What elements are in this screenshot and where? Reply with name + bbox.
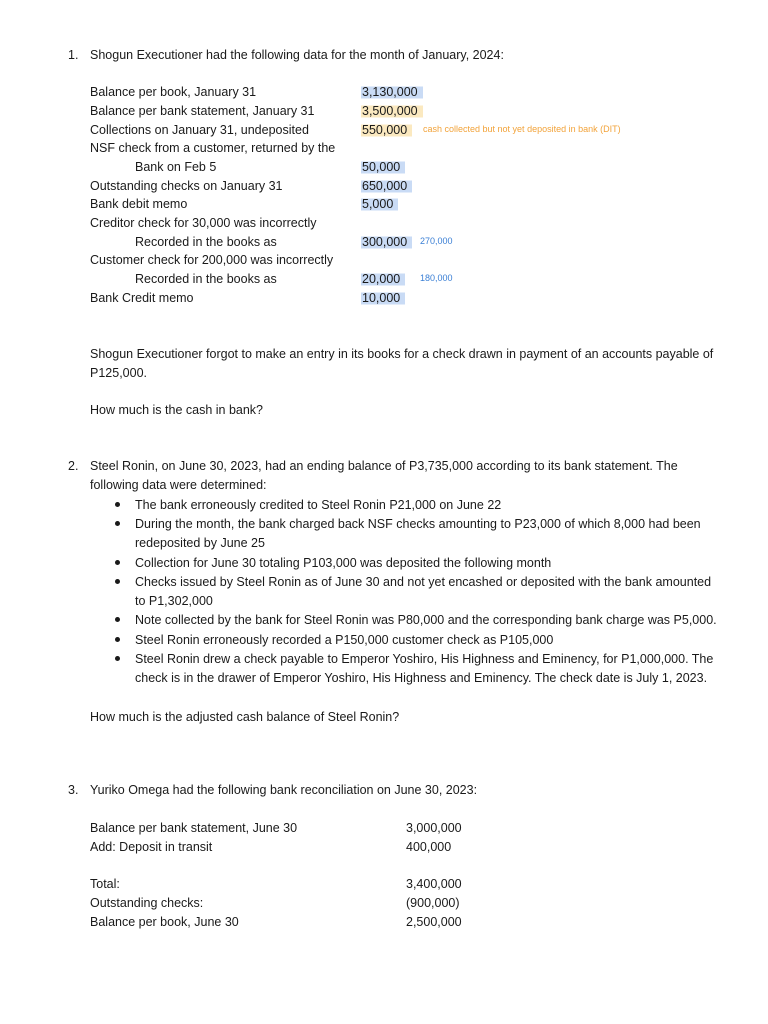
q3-number: 3. bbox=[68, 783, 79, 797]
q2-question: How much is the adjusted cash balance of Steel Ronin? bbox=[90, 710, 400, 724]
q1-row-label: Recorded in the books as bbox=[135, 272, 277, 286]
q2-bullet-text: Checks issued by Steel Ronin as of June 30 and not yet encashed or deposited with the bank amounted bbox=[135, 575, 712, 589]
q2-bullet-text: Collection for June 30 totaling P103,000 was deposited the following month bbox=[135, 556, 552, 570]
q1-paragraph-line1: Shogun Executioner forgot to make an entry in its books for a check drawn in payment of an accounts payable of bbox=[90, 347, 714, 361]
q3-row-label: Total: bbox=[90, 877, 120, 891]
q1-row-label: NSF check from a customer, returned by the bbox=[90, 141, 336, 155]
bullet-dot bbox=[114, 497, 122, 505]
q1-row-label: Balance per bank statement, January 31 bbox=[90, 104, 315, 118]
q2-bullet-text: redeposited by June 25 bbox=[135, 536, 265, 550]
q3-row-label: Balance per bank statement, June 30 bbox=[90, 821, 298, 835]
q2-intro-line2: following data were determined: bbox=[90, 478, 267, 492]
q3-row-label: Outstanding checks: bbox=[90, 896, 204, 910]
q1-row-label: Creditor check for 30,000 was incorrectly bbox=[90, 216, 317, 230]
q1-row-label: Recorded in the books as bbox=[135, 235, 277, 249]
q1-row-value: 3,130,000 bbox=[361, 84, 423, 100]
q3-row-value: 3,000,000 bbox=[406, 821, 462, 835]
q1-number: 1. bbox=[68, 48, 79, 62]
q1-row-value: 20,000 bbox=[361, 271, 405, 287]
q1-row-handwritten-note: 270,000 bbox=[420, 236, 453, 246]
q3-row-value: 3,400,000 bbox=[406, 877, 462, 891]
bullet-dot bbox=[114, 516, 122, 524]
q2-bullet-text: Steel Ronin erroneously recorded a P150,000 customer check as P105,000 bbox=[135, 633, 554, 647]
q1-row-value: 300,000 bbox=[361, 234, 412, 250]
q1-row-value: 10,000 bbox=[361, 290, 405, 306]
q1-row-value: 3,500,000 bbox=[361, 103, 423, 119]
q1-row-label: Bank on Feb 5 bbox=[135, 160, 217, 174]
q1-row-label: Bank Credit memo bbox=[90, 291, 194, 305]
q2-bullet-text: to P1,302,000 bbox=[135, 594, 213, 608]
bullet-dot bbox=[114, 555, 122, 563]
q2-bullet-text: check is in the drawer of Emperor Yoshiro, His Highness and Eminency. The check date is July 1, 2023. bbox=[135, 671, 708, 685]
q1-row-handwritten-note: 180,000 bbox=[420, 273, 453, 283]
q1-row-value: 5,000 bbox=[361, 196, 398, 212]
q1-row-label: Balance per book, January 31 bbox=[90, 85, 257, 99]
q1-row-label: Outstanding checks on January 31 bbox=[90, 179, 283, 193]
q3-row-value: (900,000) bbox=[406, 896, 460, 910]
q2-number: 2. bbox=[68, 459, 79, 473]
bullet-dot bbox=[114, 574, 122, 582]
q3-row-value: 2,500,000 bbox=[406, 915, 462, 929]
q3-row-label: Balance per book, June 30 bbox=[90, 915, 239, 929]
q1-title: Shogun Executioner had the following data for the month of January, 2024: bbox=[90, 48, 504, 62]
q1-question: How much is the cash in bank? bbox=[90, 403, 264, 417]
q1-row-value: 50,000 bbox=[361, 159, 405, 175]
q3-title: Yuriko Omega had the following bank reconciliation on June 30, 2023: bbox=[90, 783, 478, 797]
q2-intro-line1: Steel Ronin, on June 30, 2023, had an ending balance of P3,735,000 according to its bank statement. The bbox=[90, 459, 678, 473]
q1-row-value: 550,000 bbox=[361, 122, 412, 138]
q1-paragraph-line2: P125,000. bbox=[90, 366, 147, 380]
q1-row-label: Customer check for 200,000 was incorrectly bbox=[90, 253, 334, 267]
bullet-dot bbox=[114, 632, 122, 640]
q1-row-label: Bank debit memo bbox=[90, 197, 188, 211]
q1-row-handwritten-note: cash collected but not yet deposited in bank (DIT) bbox=[423, 124, 621, 134]
q2-bullet-text: Note collected by the bank for Steel Ronin was P80,000 and the corresponding bank charge was P5,000. bbox=[135, 613, 717, 627]
q2-bullet-text: The bank erroneously credited to Steel Ronin P21,000 on June 22 bbox=[135, 498, 502, 512]
q1-row-value: 650,000 bbox=[361, 178, 412, 194]
q3-row-value: 400,000 bbox=[406, 840, 452, 854]
q2-bullet-text: During the month, the bank charged back NSF checks amounting to P23,000 of which 8,000 had been bbox=[135, 517, 701, 531]
bullet-dot bbox=[114, 612, 122, 620]
q2-bullet-text: Steel Ronin drew a check payable to Emperor Yoshiro, His Highness and Eminency, for P1,000,000. The bbox=[135, 652, 714, 666]
bullet-dot bbox=[114, 651, 122, 659]
q3-row-label: Add: Deposit in transit bbox=[90, 840, 213, 854]
q1-row-label: Collections on January 31, undeposited bbox=[90, 123, 309, 137]
